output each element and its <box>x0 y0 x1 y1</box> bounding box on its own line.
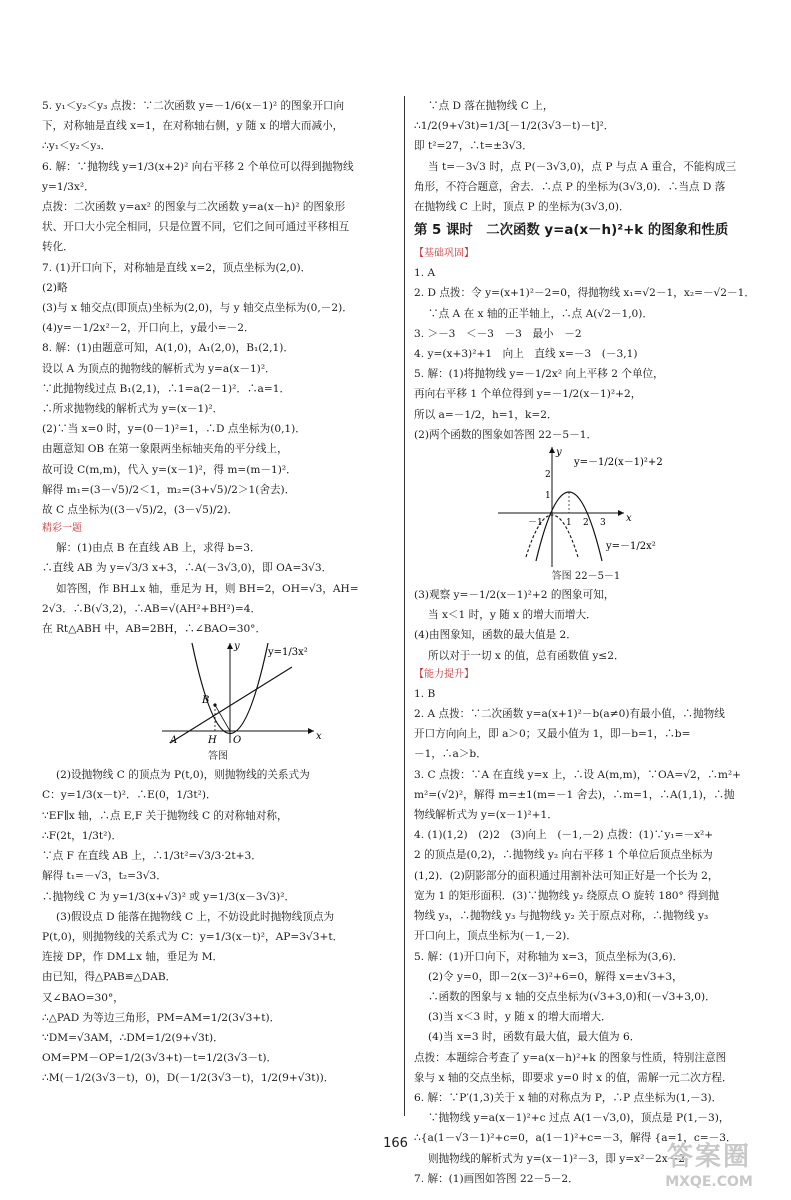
text-line: 即 t²=27，∴t=±3√3． <box>414 140 533 153</box>
text-line: y=1/3x²． <box>42 180 95 193</box>
text-line: 5. 解：(1)将抛物线 y=－1/2x² 向上平移 2 个单位， <box>414 368 664 381</box>
fig-left-point-b: B <box>202 695 210 707</box>
figure-left-svg <box>42 639 394 749</box>
text-line: 物线 y₃，∴抛物线 y₃ 与抛物线 y₂ 关于原点对称，∴抛物线 y₃ <box>414 910 709 923</box>
fig-left-curve-label: y=1/3x² <box>268 647 308 659</box>
text-line: ∴抛物线 C 为 y=1/3(x+√3)² 或 y=1/3(x－3√3)²． <box>42 890 296 903</box>
text-line: 3. ＞－3 ＜－3 －3 最小 －2 <box>414 327 582 340</box>
text-line: 解得 t₁=－√3，t₂=3√3． <box>42 870 167 883</box>
figure-right-svg <box>414 445 758 569</box>
text-line: (2)∵当 x=0 时，y=(0－1)²=1，∴D 点坐标为(0,1)． <box>42 423 306 436</box>
text-line: 2. D 点拨：令 y=(x+1)²－2=0，得抛物线 x₁=√2－1，x₂=－√2－1． <box>414 287 755 300</box>
text-line: ∵点 A 在 x 轴的正半轴上，∴点 A(√2－1,0)． <box>428 307 654 320</box>
text-line: 转化． <box>42 241 74 254</box>
figure-caption: 答图 <box>208 751 228 763</box>
text-line: 所以对于一切 x 的值，总有函数值 y≤2． <box>428 649 625 662</box>
text-line: 开口方向向上，即 a＞0；又最小值为 1，即－b=1，∴b= <box>414 728 691 741</box>
fig-right-tick-x1: 1 <box>566 518 572 529</box>
text-line: 1. B <box>414 687 436 700</box>
text-line: 象与 x 轴的交点坐标，即要求 y=0 时 x 的值，需解一元二次方程． <box>414 1071 733 1084</box>
text-line: 在抛物线 C 上时，顶点 P 的坐标为(3√3,0)． <box>414 201 630 214</box>
text-line: (3)当 x＜3 时，y 随 x 的增大而增大． <box>428 1011 612 1024</box>
page-number: 166 <box>383 1136 408 1151</box>
fig-left-point-o: O <box>233 735 242 747</box>
text-line: 角形，不符合题意，舍去．∴点 P 的坐标为(3√3,0)．∴当点 D 落 <box>414 180 726 193</box>
text-line: ∴{a(1－√3－1)²+c=0，a(1－1)²+c=－3，解得 {a=1，c=－3． <box>414 1132 737 1145</box>
text-line: ∴1/2(9+√3t)=1/3[－1/2(3√3－t)－t]²． <box>414 120 615 133</box>
fig-right-tick-x3: 3 <box>600 518 606 529</box>
fig-right-y-label: y <box>556 447 562 459</box>
text-line: P(t,0)，则抛物线的关系式为 C：y=1/3(x－t)²，AP=3√3+t． <box>42 930 344 943</box>
text-line: 宽为 1 的矩形面积．(3)∵抛物线 y₂ 绕原点 O 旋转 180° 得到抛 <box>414 889 719 902</box>
fig-right-tick-xm1: －1 <box>528 518 543 529</box>
fig-right-curve2-label: y=－1/2x² <box>606 541 656 553</box>
text-line: (2)令 y=0，即－2(x－3)²+6=0，解得 x=±√3+3， <box>428 970 683 983</box>
figure-left <box>42 639 394 749</box>
fig-left-point-h: H <box>208 735 217 747</box>
text-line: 2. A 点拨：∵二次函数 y=a(x+1)²－b(a≠0)有最小值，∴抛物线 <box>414 708 725 721</box>
text-line: 由题意知 OB 在第一象限两坐标轴夹角的平分线上， <box>42 443 288 456</box>
text-line: 5. y₁＜y₂＜y₃ 点拨：∵二次函数 y=－1/6(x－1)² 的图象开口向 <box>42 100 345 112</box>
text-line: 1. A <box>414 267 436 280</box>
lesson-heading: 第 5 课时 二次函数 y=a(x－h)²+k 的图象和性质 <box>414 223 729 239</box>
text-line: 开口向上，顶点坐标为(－1,－2)． <box>414 930 577 943</box>
fig-left-x-label: x <box>316 731 322 743</box>
section-tag: 【能力提升】 <box>414 668 474 680</box>
watermark-url: MXQE.COM <box>665 1174 753 1190</box>
text-line: 设以 A 为顶点的抛物线的解析式为 y=a(x－1)²． <box>42 362 276 375</box>
text-line: 5. 解：(1)开口向下，对称轴为 x=3，顶点坐标为(3,6)． <box>414 950 684 963</box>
text-line: 8. 解：(1)由题意可知，A(1,0)，A₁(2,0)，B₁(2,1)． <box>42 342 294 355</box>
text-line: m²=(√2)²，解得 m=±1(m=－1 舍去)，∴m=1，∴A(1,1)，∴抛 <box>414 788 735 801</box>
text-line: C：y=1/3(x－t)²．∴E(0，1/3t²)． <box>42 789 217 802</box>
text-line: 连接 DP，作 DM⊥x 轴，垂足为 M． <box>42 951 224 964</box>
text-line: ∴y₁＜y₂＜y₃． <box>42 140 112 153</box>
text-line: 当 x＜1 时，y 随 x 的增大而增大． <box>428 609 597 622</box>
text-line: 4. y=(x+3)²+1 向上 直线 x=－3 (－3,1) <box>414 348 638 361</box>
text-line: 3. C 点拨：∵A 在直线 y=x 上，∴设 A(m,m)，∵OA=√2，∴m²+ <box>414 768 742 781</box>
watermark <box>644 1136 774 1196</box>
text-line: ∵点 D 落在抛物线 C 上， <box>428 100 554 112</box>
text-line: 下，对称轴是直线 x=1，在对称轴右侧，y 随 x 的增大而减小， <box>42 120 344 133</box>
text-line: 6. 解：∵抛物线 y=1/3(x+2)² 向右平移 2 个单位可以得到抛物线 <box>42 160 354 173</box>
text-line: ∵EF∥x 轴，∴点 E,F 关于抛物线 C 的对称轴对称， <box>42 809 288 822</box>
text-line: 故可设 C(m,m)，代入 y=(x－1)²，得 m=(m－1)²． <box>42 463 297 476</box>
text-line: (3)观察 y=－1/2(x－1)²+2 的图象可知， <box>414 589 615 602</box>
text-line: 所以 a=－1/2，h=1，k=2． <box>414 408 558 421</box>
text-line: 再向右平移 1 个单位得到 y=－1/2(x－1)²+2， <box>414 388 642 401</box>
text-line: 则抛物线的解析式为 y=(x－1)²－3，即 y=x²－2x－2． <box>428 1152 696 1165</box>
text-line: 物线解析式为 y=(x－1)²+1． <box>414 809 558 822</box>
text-line: (2)设抛物线 C 的顶点为 P(t,0)，则抛物线的关系式为 <box>56 769 310 782</box>
column-divider <box>404 96 405 1116</box>
text-line: ∴△PAD 为等边三角形，PM=AM=1/2(3√3+t)． <box>42 1011 281 1024</box>
text-line: OM=PM－OP=1/2(3√3+t)－t=1/2(3√3－t)． <box>42 1052 278 1065</box>
text-line: ∴直线 AB 为 y=√3/3 x+3，∴A(－3√3,0)，即 OA=3√3． <box>42 562 333 575</box>
right-column <box>414 96 758 1189</box>
text-line: 6. 解：∵P′(1,3)关于 x 轴的对称点为 P，∴P 点坐标为(1,－3)． <box>414 1091 723 1104</box>
left-column <box>42 96 394 1089</box>
text-line: －1，∴a＞b． <box>414 748 487 761</box>
text-line: ∴所求抛物线的解析式为 y=(x－1)²． <box>42 403 224 416</box>
text-line: (2)略 <box>42 281 68 294</box>
fig-right-tick-y1: 1 <box>545 491 551 502</box>
section-tag: 精彩一题 <box>42 523 82 535</box>
figure-right <box>414 445 758 569</box>
text-line: (4)当 x=3 时，函数有最大值，最大值为 6． <box>428 1031 641 1044</box>
text-line: ∵点 F 在直线 AB 上，∴1/3t²=√3/3·2t+3． <box>42 850 262 863</box>
text-line: 又∠BAO=30°， <box>42 991 124 1004</box>
section-tag: 【基础巩固】 <box>414 248 474 260</box>
text-line: 当 t=－3√3 时，点 P(－3√3,0)，点 P 与点 A 重合，不能构成三 <box>428 160 737 173</box>
text-line: 点拨：二次函数 y=ax² 的图象与二次函数 y=a(x－h)² 的图象形 <box>42 201 346 214</box>
text-line: 解得 m₁=(3－√5)/2＜1，m₂=(3+√5)/2＞1(舍去)． <box>42 483 296 496</box>
text-line: 7. 解：(1)画图如答图 22－5－2． <box>414 1172 579 1185</box>
text-line: 如答图，作 BH⊥x 轴，垂足为 H，则 BH=2，OH=√3，AH= <box>56 582 359 595</box>
fig-right-tick-x2: 2 <box>583 518 589 529</box>
text-line: 在 Rt△ABH 中，AB=2BH，∴∠BAO=30°． <box>42 623 267 636</box>
text-line: ∵抛物线 y=a(x－1)²+c 过点 A(1－√3,0)，顶点是 P(1,－3)， <box>428 1112 730 1125</box>
text-line: (2)两个函数的图象如答图 22－5－1． <box>414 428 598 441</box>
fig-right-curve1-label: y=－1/2(x－1)²+2 <box>574 457 663 469</box>
text-line: ∴M(－1/2(3√3－t)，0)，D(－1/2(3√3－t)，1/2(9+√3t))． <box>42 1072 335 1085</box>
watermark-logo: 答案圈 <box>666 1142 751 1172</box>
fig-left-point-a: A <box>170 735 178 747</box>
text-line: 状、开口大小完全相同，只是位置不同，它们之间可通过平移相互 <box>42 221 350 234</box>
text-line: 解：(1)由点 B 在直线 AB 上，求得 b=3． <box>56 542 261 555</box>
fig-right-x-label: x <box>626 513 632 525</box>
text-line: (4)y=－1/2x²－2，开口向上，y最小=－2． <box>42 322 255 335</box>
text-line: ∵DM=√3AM，∴DM=1/2(9+√3t)． <box>42 1031 224 1044</box>
text-line: (4)由图象知，函数的最大值是 2． <box>414 629 577 642</box>
text-line: 点拨：本题综合考查了 y=a(x－h)²+k 的图象与性质，特别注意图 <box>414 1051 727 1064</box>
text-line: ∵此抛物线过点 B₁(2,1)，∴1=a(2－1)²．∴a=1． <box>42 382 291 395</box>
text-line: ∴F(2t，1/3t²)． <box>42 829 123 842</box>
text-line: 4. (1)(1,2) (2)2 (3)向上 (－1,－2) 点拨：(1)∵y₁=－x²+ <box>414 829 714 842</box>
figure-caption: 答图 22－5－1 <box>551 571 621 583</box>
text-line: 2 的顶点是(0,2)，∴抛物线 y₂ 向右平移 1 个单位后顶点坐标为 <box>414 849 713 862</box>
text-line: 故 C 点坐标为((3－√5)/2，(3－√5)/2)． <box>42 504 239 517</box>
text-line: 7. (1)开口向下，对称轴是直线 x=2，顶点坐标为(2,0)． <box>42 261 312 274</box>
text-line: 2√3．∴B(√3,2)，∴AB=√(AH²+BH²)=4． <box>42 602 262 615</box>
text-line: (3)假设点 D 能落在抛物线 C 上，不妨设此时抛物线顶点为 <box>56 910 335 923</box>
text-line: 由已知，得△PAB≌△DAB． <box>42 971 177 984</box>
fig-left-y-label: y <box>234 641 240 653</box>
text-line: (3)与 x 轴交点(即顶点)坐标为(2,0)，与 y 轴交点坐标为(0,－2)． <box>42 302 353 315</box>
fig-right-tick-y2: 2 <box>545 470 551 481</box>
text-line: (1,2)．(2)阴影部分的面积通过用割补法可知正好是一个长为 2， <box>414 869 719 882</box>
text-line: ∴函数的图象与 x 轴的交点坐标为(√3+3,0)和(－√3+3,0)． <box>428 990 716 1003</box>
